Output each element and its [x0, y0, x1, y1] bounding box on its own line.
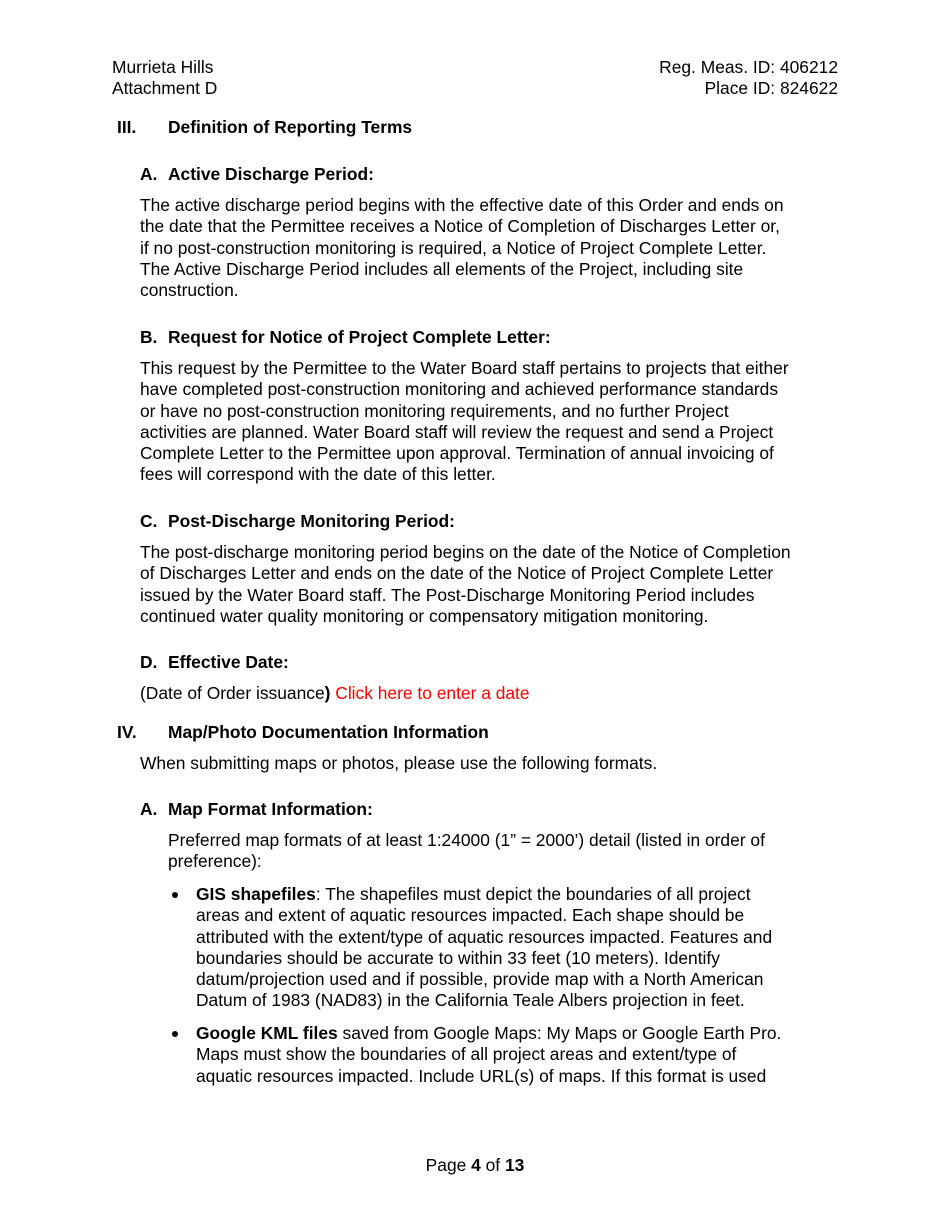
header-left	[112, 57, 217, 100]
effective-date-line	[140, 683, 840, 704]
map-format-paragraph: Preferred map formats of at least 1:24000 (1” = 2000’) detail (listed in order of preference):	[168, 830, 765, 872]
effective-date-paren: )	[324, 683, 331, 703]
header-right	[659, 57, 838, 100]
page-total: 13	[504, 1155, 525, 1175]
bullet-term: GIS shapefiles	[196, 884, 316, 904]
section-3-number: III.	[117, 117, 137, 137]
section-4-title: Map/Photo Documentation Information	[168, 722, 489, 742]
page-current: 4	[471, 1155, 481, 1175]
section-4-intro: When submitting maps or photos, please use the following formats.	[140, 753, 658, 773]
reg-meas-id: Reg. Meas. ID: 406212	[659, 57, 838, 77]
subsection-a-title: Active Discharge Period:	[168, 164, 374, 184]
project-name: Murrieta Hills	[112, 57, 214, 77]
section-3-title: Definition of Reporting Terms	[168, 117, 413, 137]
attachment-label: Attachment D	[112, 78, 218, 99]
section-4-heading	[117, 722, 489, 743]
subsection-b-heading: B. Request for Notice of Project Complete Letter:	[140, 327, 551, 347]
list-item: GIS shapefiles: The shapefiles must depict the boundaries of all project areas and extent of aquatic resources impacted. Each shape should be attributed with the extent/type of aquatic resources impacted. Features and boundaries should be accurate to within 33 feet (10 meters). Identify datum/projection used and if possible, provide map with a North American Datum of 1983 (NAD83) in the California Teale Albers projection in feet.	[196, 884, 773, 1011]
date-picker-placeholder[interactable]: Click here to enter a date	[330, 683, 530, 703]
request-notice-paragraph: This request by the Permittee to the Water Board staff pertains to projects that either have completed post-construction monitoring and achieved performance standards or have no post-construction monitoring requirements, and no further Project activities are planned. Water Board staff will review the request and send a Project Complete Letter to the Permittee upon approval. Termination of annual invoicing of fees will correspond with the date of this letter.	[140, 358, 789, 485]
list-item: Google KML files saved from Google Maps: My Maps or Google Earth Pro. Maps must show the boundaries of all project areas and extent/type of aquatic resources impacted. Include URL(s) of maps. If this format is used	[196, 1023, 782, 1086]
section-4-number: IV.	[117, 722, 137, 742]
section-3-heading	[117, 117, 412, 138]
subsection-c-heading: C. Post-Discharge Monitoring Period:	[140, 511, 455, 531]
map-format-heading: A. Map Format Information:	[140, 799, 373, 819]
post-discharge-paragraph: The post-discharge monitoring period begins on the date of the Notice of Completion of Discharges Letter and ends on the date of the Notice of Project Complete Letter issued by the Water Board staff. The Post-Discharge Monitoring Period includes continued water quality monitoring or compensatory mitigation monitoring.	[140, 542, 791, 626]
subsection-a-heading: A. Active Discharge Period:	[140, 164, 374, 184]
bullet-term: Google KML files	[196, 1023, 338, 1043]
active-discharge-paragraph: The active discharge period begins with the effective date of this Order and ends on the date that the Permittee receives a Notice of Completion of Discharges Letter or, if no post-construction monitoring is required, a Notice of Project Complete Letter. The Active Discharge Period includes all elements of the Project, including site construction.	[140, 195, 784, 301]
subsection-d-title: Effective Date:	[168, 652, 289, 672]
subsection-b-title: Request for Notice of Project Complete Letter:	[168, 327, 551, 347]
subsection-d-heading: D. Effective Date:	[140, 652, 289, 672]
page-footer: Page 4 of 13	[425, 1155, 525, 1175]
effective-date-prefix: (Date of Order issuance	[140, 683, 325, 703]
place-id: Place ID: 824622	[704, 78, 838, 99]
subsection-c-title: Post-Discharge Monitoring Period:	[168, 511, 455, 531]
map-format-title: Map Format Information:	[168, 799, 373, 819]
